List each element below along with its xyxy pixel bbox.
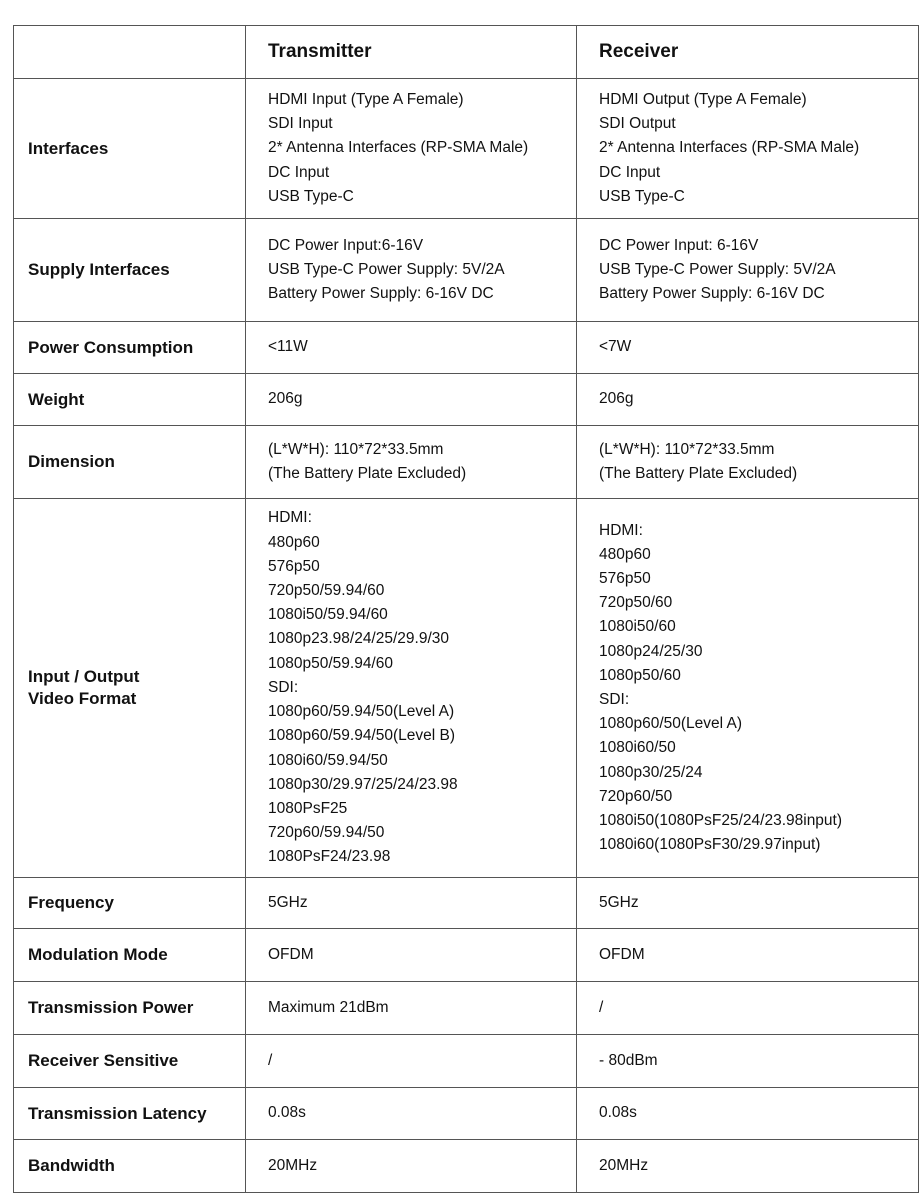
transmitter-value-cell xyxy=(246,1140,577,1193)
transmitter-value: SDI: xyxy=(268,678,299,696)
receiver-value: 1080i60/50 xyxy=(599,739,676,757)
transmitter-value: 20MHz xyxy=(268,1156,318,1174)
receiver-value: 1080i60(1080PsF30/29.97input) xyxy=(599,836,821,854)
transmitter-value: 1080p23.98/24/25/29.9/30 xyxy=(268,630,450,648)
header-transmitter: Transmitter xyxy=(246,26,577,79)
table-row xyxy=(14,219,919,322)
receiver-value-cell xyxy=(577,499,919,878)
receiver-value: USB Type-C Power Supply: 5V/2A xyxy=(599,260,836,278)
transmitter-value-cell xyxy=(246,929,577,982)
receiver-value: Battery Power Supply: 6-16V DC xyxy=(599,285,825,303)
label-cell xyxy=(14,499,246,878)
label: Transmission Latency xyxy=(28,1103,207,1123)
label: Modulation Mode xyxy=(28,945,168,964)
table-row xyxy=(14,929,919,982)
table-row xyxy=(14,426,919,499)
transmitter-value: (L*W*H): 110*72*33.5mm xyxy=(268,440,444,458)
label: Input / Output xyxy=(28,667,140,686)
transmitter-value: 720p50/59.94/60 xyxy=(268,582,385,600)
receiver-value: HDMI: xyxy=(599,521,643,539)
receiver-value: 576p50 xyxy=(599,569,651,587)
receiver-value: OFDM xyxy=(599,945,645,963)
receiver-value: 1080i50(1080PsF25/24/23.98input) xyxy=(599,812,843,830)
transmitter-value: 1080i50/59.94/60 xyxy=(268,606,388,624)
label: Frequency xyxy=(28,893,114,912)
receiver-value-cell xyxy=(577,1140,919,1193)
receiver-value: USB Type-C xyxy=(599,187,685,205)
transmitter-value: 1080PsF24/23.98 xyxy=(268,848,391,866)
label: Power Consumption xyxy=(28,337,194,357)
transmitter-value: / xyxy=(268,1051,273,1069)
transmitter-value: 480p60 xyxy=(268,533,320,551)
transmitter-value: 576p50 xyxy=(268,557,320,575)
receiver-value-cell xyxy=(577,1035,919,1088)
receiver-value: DC Input xyxy=(599,163,661,181)
transmitter-value: 1080p60/59.94/50(Level B) xyxy=(268,727,456,745)
label-cell xyxy=(14,1035,246,1088)
receiver-value-cell xyxy=(577,219,919,322)
label: Transmission Power xyxy=(28,998,194,1017)
label: Weight xyxy=(28,389,85,409)
transmitter-value: Maximum 21dBm xyxy=(268,998,389,1016)
receiver-value: 1080p24/25/30 xyxy=(599,642,703,660)
spec-table xyxy=(13,25,919,1193)
receiver-value: 1080p30/25/24 xyxy=(599,763,703,781)
receiver-value: SDI Output xyxy=(599,115,676,133)
label: Interfaces xyxy=(28,138,109,158)
receiver-value: <7W xyxy=(599,338,632,356)
label-cell xyxy=(14,1088,246,1140)
receiver-value-cell xyxy=(577,878,919,929)
receiver-value: 1080p50/60 xyxy=(599,666,681,684)
transmitter-value-cell xyxy=(246,426,577,499)
receiver-value: 480p60 xyxy=(599,545,651,563)
receiver-value-cell xyxy=(577,374,919,426)
table-row xyxy=(14,322,919,374)
receiver-value-cell xyxy=(577,982,919,1035)
table-row xyxy=(14,499,919,878)
transmitter-value-cell xyxy=(246,374,577,426)
label-cell xyxy=(14,79,246,219)
table-row xyxy=(14,1088,919,1140)
receiver-value: (The Battery Plate Excluded) xyxy=(599,465,798,482)
receiver-value: 1080i50/60 xyxy=(599,618,676,636)
label-cell xyxy=(14,878,246,929)
receiver-value: 720p50/60 xyxy=(599,594,673,612)
label-cell xyxy=(14,374,246,426)
label-cell xyxy=(14,322,246,374)
receiver-value: 206g xyxy=(599,390,634,408)
label-cell xyxy=(14,219,246,322)
receiver-value: 2* Antenna Interfaces (RP-SMA Male) xyxy=(599,139,860,157)
transmitter-value-cell xyxy=(246,982,577,1035)
receiver-value: 1080p60/50(Level A) xyxy=(599,715,743,733)
receiver-value: SDI: xyxy=(599,691,630,708)
label: Receiver Sensitive xyxy=(28,1051,179,1070)
transmitter-value: DC Power Input:6-16V xyxy=(268,236,424,254)
label: Supply Interfaces xyxy=(28,260,170,279)
header-empty xyxy=(14,26,246,79)
transmitter-value-cell xyxy=(246,219,577,322)
receiver-value-cell xyxy=(577,322,919,374)
table-row xyxy=(14,374,919,426)
receiver-value: 20MHz xyxy=(599,1156,649,1174)
transmitter-value-cell xyxy=(246,499,577,878)
receiver-value-cell xyxy=(577,79,919,219)
receiver-value: / xyxy=(599,998,604,1016)
transmitter-value: 1080p60/59.94/50(Level A) xyxy=(268,703,455,721)
receiver-value: 720p60/50 xyxy=(599,787,673,805)
transmitter-value-cell xyxy=(246,1088,577,1140)
transmitter-value: 1080p50/59.94/60 xyxy=(268,654,393,672)
label-cell xyxy=(14,982,246,1035)
transmitter-value: SDI Input xyxy=(268,115,333,133)
transmitter-value: Battery Power Supply: 6-16V DC xyxy=(268,285,494,303)
receiver-value: (L*W*H): 110*72*33.5mm xyxy=(599,440,775,458)
label-cell xyxy=(14,426,246,499)
table-row xyxy=(14,1140,919,1193)
transmitter-value: 0.08s xyxy=(268,1104,306,1122)
transmitter-value-cell xyxy=(246,1035,577,1088)
receiver-value: 0.08s xyxy=(599,1104,637,1122)
transmitter-value: 1080PsF25 xyxy=(268,799,348,817)
receiver-value-cell xyxy=(577,929,919,982)
transmitter-value: 5GHz xyxy=(268,893,308,911)
transmitter-value: 720p60/59.94/50 xyxy=(268,824,385,842)
receiver-value: DC Power Input: 6-16V xyxy=(599,236,759,254)
header-receiver: Receiver xyxy=(577,26,919,79)
transmitter-value: 206g xyxy=(268,390,303,408)
transmitter-value-cell xyxy=(246,322,577,374)
receiver-value-cell xyxy=(577,426,919,499)
transmitter-value: <11W xyxy=(268,338,308,356)
transmitter-value: DC Input xyxy=(268,163,330,181)
transmitter-value-cell xyxy=(246,79,577,219)
header-row xyxy=(14,26,919,79)
table-row xyxy=(14,982,919,1035)
transmitter-value: OFDM xyxy=(268,945,314,963)
receiver-value: 5GHz xyxy=(599,893,639,911)
table-row xyxy=(14,878,919,929)
transmitter-value: USB Type-C Power Supply: 5V/2A xyxy=(268,260,505,278)
label: Dimension xyxy=(28,452,115,471)
transmitter-value: HDMI: xyxy=(268,509,312,527)
table-row xyxy=(14,1035,919,1088)
receiver-value-cell xyxy=(577,1088,919,1140)
transmitter-value: (The Battery Plate Excluded) xyxy=(268,465,467,482)
transmitter-value: 1080i60/59.94/50 xyxy=(268,751,388,769)
transmitter-value: HDMI Input (Type A Female) xyxy=(268,90,464,108)
label-cell xyxy=(14,929,246,982)
table-row xyxy=(14,79,919,219)
transmitter-value: 1080p30/29.97/25/24/23.98 xyxy=(268,775,458,793)
label-cell xyxy=(14,1140,246,1193)
receiver-value: - 80dBm xyxy=(599,1051,658,1069)
label: Video Format xyxy=(28,689,137,708)
receiver-value: HDMI Output (Type A Female) xyxy=(599,90,807,108)
label: Bandwidth xyxy=(28,1156,115,1175)
transmitter-value: 2* Antenna Interfaces (RP-SMA Male) xyxy=(268,139,529,157)
transmitter-value: USB Type-C xyxy=(268,187,354,205)
transmitter-value-cell xyxy=(246,878,577,929)
